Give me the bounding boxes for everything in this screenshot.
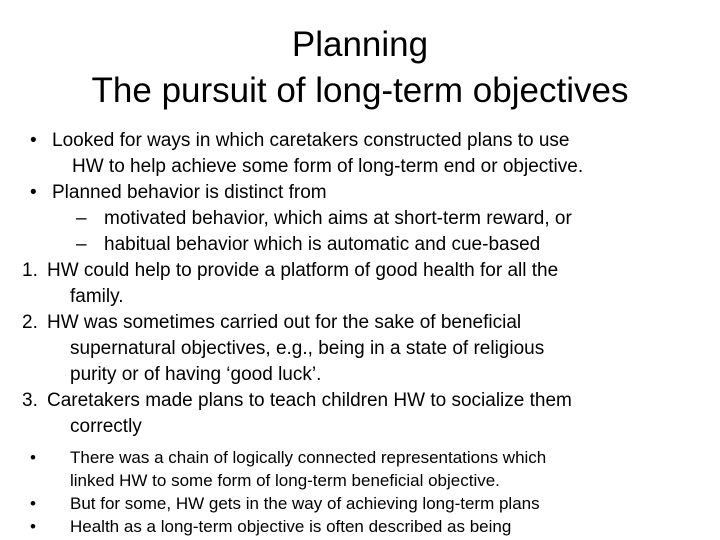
numbered-text-line: Caretakers made plans to teach children HW to socialize them bbox=[47, 390, 572, 411]
numbered-item bbox=[0, 388, 720, 440]
bullet-text-line: Planned behavior is distinct from bbox=[52, 182, 327, 203]
number-marker: 1. bbox=[22, 260, 38, 281]
slide-title bbox=[0, 22, 720, 114]
bullet-item bbox=[0, 446, 720, 492]
numbered-text-line: family. bbox=[70, 286, 124, 307]
bullet-marker: • bbox=[30, 182, 37, 203]
bullet-marker: • bbox=[30, 517, 36, 536]
bullet-text-line: But for some, HW gets in the way of achieving long-term plans bbox=[70, 494, 540, 513]
sub-item bbox=[0, 232, 720, 258]
bullet-item bbox=[0, 180, 720, 206]
bullet-marker: • bbox=[30, 448, 36, 467]
bullet-text-line: There was a chain of logically connected representations which bbox=[70, 448, 547, 467]
numbered-text-line: HW could help to provide a platform of good health for all the bbox=[47, 260, 559, 281]
bullet-text-line: Looked for ways in which caretakers constructed plans to use bbox=[52, 130, 570, 151]
bullet-text-line: HW to help achieve some form of long-term end or objective. bbox=[72, 156, 584, 177]
numbered-item bbox=[0, 310, 720, 388]
sub-item-text: habitual behavior which is automatic and cue-based bbox=[104, 234, 541, 255]
title-line-1: Planning bbox=[291, 25, 429, 64]
bullet-item bbox=[0, 515, 720, 538]
numbered-text-line: purity or of having ‘good luck’. bbox=[70, 364, 322, 385]
bullet-item bbox=[0, 492, 720, 515]
sub-item-dash: – bbox=[76, 234, 87, 255]
bullet-marker: • bbox=[30, 130, 37, 151]
sub-item-text: motivated behavior, which aims at short-term reward, or bbox=[104, 208, 572, 229]
numbered-text-line: supernatural objectives, e.g., being in a state of religious bbox=[70, 338, 545, 359]
slide-body bbox=[0, 128, 720, 538]
bullet-item bbox=[0, 128, 720, 180]
sub-item bbox=[0, 206, 720, 232]
number-marker: 3. bbox=[22, 390, 38, 411]
numbered-item bbox=[0, 258, 720, 310]
bullet-text-line: linked HW to some form of long-term beneficial objective. bbox=[70, 471, 500, 490]
bullet-marker: • bbox=[30, 494, 36, 513]
numbered-text-line: correctly bbox=[70, 416, 142, 437]
bullet-text-line: Health as a long-term objective is often described as being bbox=[70, 517, 512, 536]
numbered-text-line: HW was sometimes carried out for the sake of beneficial bbox=[47, 312, 522, 333]
title-line-2: The pursuit of long-term objectives bbox=[91, 71, 629, 110]
number-marker: 2. bbox=[22, 312, 38, 333]
sub-item-dash: – bbox=[76, 208, 87, 229]
